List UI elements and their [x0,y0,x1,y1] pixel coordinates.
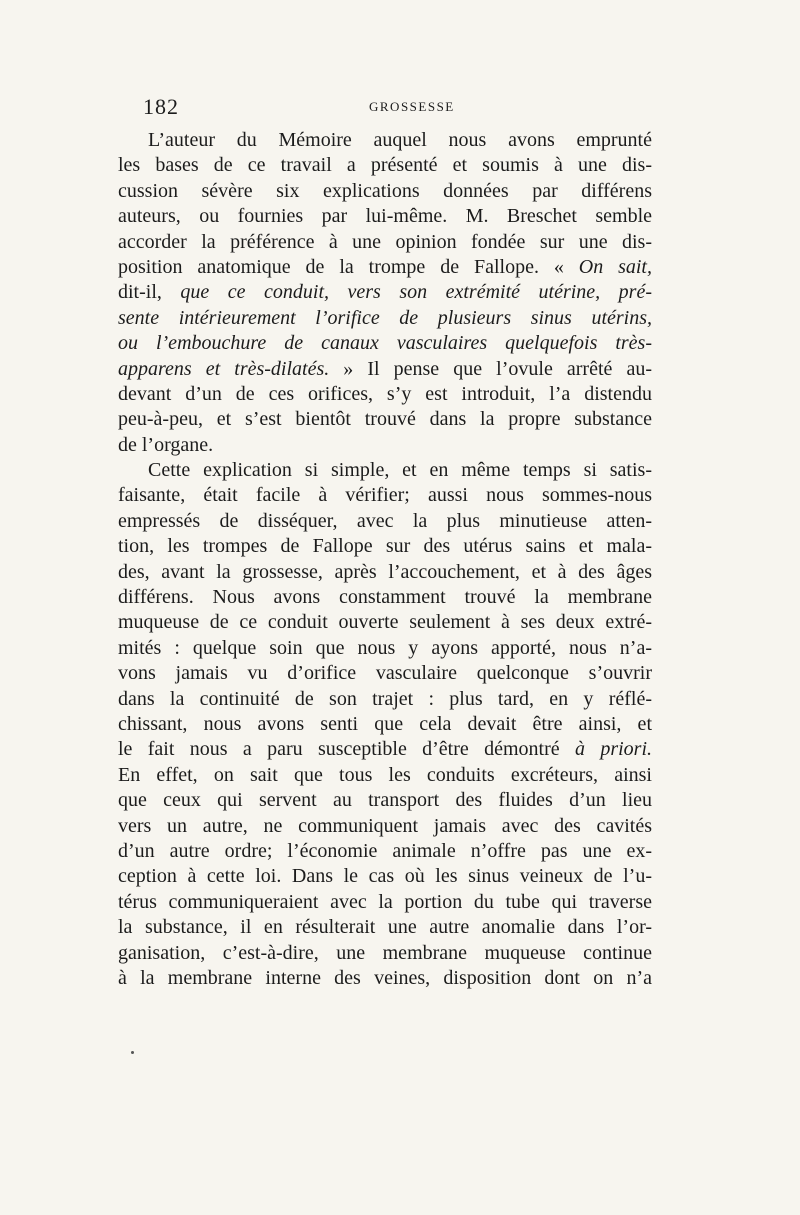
text-line [118,357,652,382]
text-segment: dit-il, [118,281,181,304]
text-line: vers un autre, ne communiquent jamais avec des cavités [118,814,652,837]
text-line: muqueuse de ce conduit ouverte seulement à ses deux extré- [118,611,652,634]
text-line: sente intérieurement l’orifice de plusieurs sinus utérins, [118,306,652,329]
text-segment: le fait nous a paru susceptible d’être démontré [118,738,575,761]
text-line: faisante, était facile à vérifier; aussi nous sommes-nous [118,484,652,507]
text-line: ception à cette loi. Dans le cas où les sinus veineux de l’u- [118,865,652,888]
text-line: tion, les trompes de Fallope sur des utérus sains et mala- [118,535,652,558]
text-line: d’un autre ordre; l’économie animale n’offre pas une ex- [118,839,652,862]
running-title: GROSSESSE [369,99,455,114]
text-line: cussion sévère six explications données par différens [118,179,652,202]
text-line [118,280,652,305]
text-line: Cette explication si simple, et en même temps si satis- [148,459,652,482]
text-line: de l’organe. [118,433,214,456]
text-line: la substance, il en résulterait une autre anomalie dans l’or- [118,916,652,939]
italic-segment: apparens et très-dilatés. [118,357,330,380]
text-line: vons jamais vu d’orifice vasculaire quelconque s’ouvrir [118,662,652,685]
running-head [143,94,663,124]
text-line: dans la continuité de son trajet : plus tard, en y réflé- [118,687,652,710]
text-line: ganisation, c’est-à-dire, une membrane muqueuse continue [118,941,652,964]
body-text [118,128,652,991]
text-segment: » Il pense que l’ovule arrêté au- [329,357,652,380]
text-line: les bases de ce travail a présenté et soumis à une dis- [118,154,652,177]
text-line: mités : quelque soin que nous y ayons apporté, nous n’a- [118,636,652,659]
text-line: peu-à-peu, et s’est bientôt trouvé dans la propre substance [118,408,652,431]
text-line: L’auteur du Mémoire auquel nous avons emprunté [148,129,652,151]
text-line [118,737,652,762]
text-line: des, avant la grossesse, après l’accouchement, et à des âges [118,560,652,583]
text-line: empressés de disséquer, avec la plus minutieuse atten- [118,509,652,532]
text-line: chissant, nous avons senti que cela devait être ainsi, et [118,712,652,735]
italic-segment: à priori. [574,738,652,761]
text-segment: position anatomique de la trompe de Fallope. « [118,255,579,278]
italic-segment: On sait, [578,255,652,278]
text-line: auteurs, ou fournies par lui-même. M. Breschet semble [118,205,652,228]
text-line: ou l’embouchure de canaux vasculaires quelquefois très- [118,332,652,355]
text-line: térus communiqueraient avec la portion du tube qui traverse [118,890,652,913]
text-line: que ceux qui servent au transport des fluides d’un lieu [118,789,652,812]
text-line: En effet, on sait que tous les conduits excréteurs, ainsi [118,763,652,786]
margin-mark [131,1051,134,1054]
text-line: différens. Nous avons constamment trouvé la membrane [118,586,652,609]
text-line: à la membrane interne des veines, disposition dont on n’a [118,966,652,989]
text-line: devant d’un de ces orifices, s’y est introduit, l’a distendu [118,382,652,405]
italic-segment: que ce conduit, vers son extrémité utérine, pré- [180,281,652,304]
text-line: accorder la préférence à une opinion fondée sur une dis- [118,230,652,253]
text-line [118,255,652,280]
page-number: 182 [143,94,179,119]
